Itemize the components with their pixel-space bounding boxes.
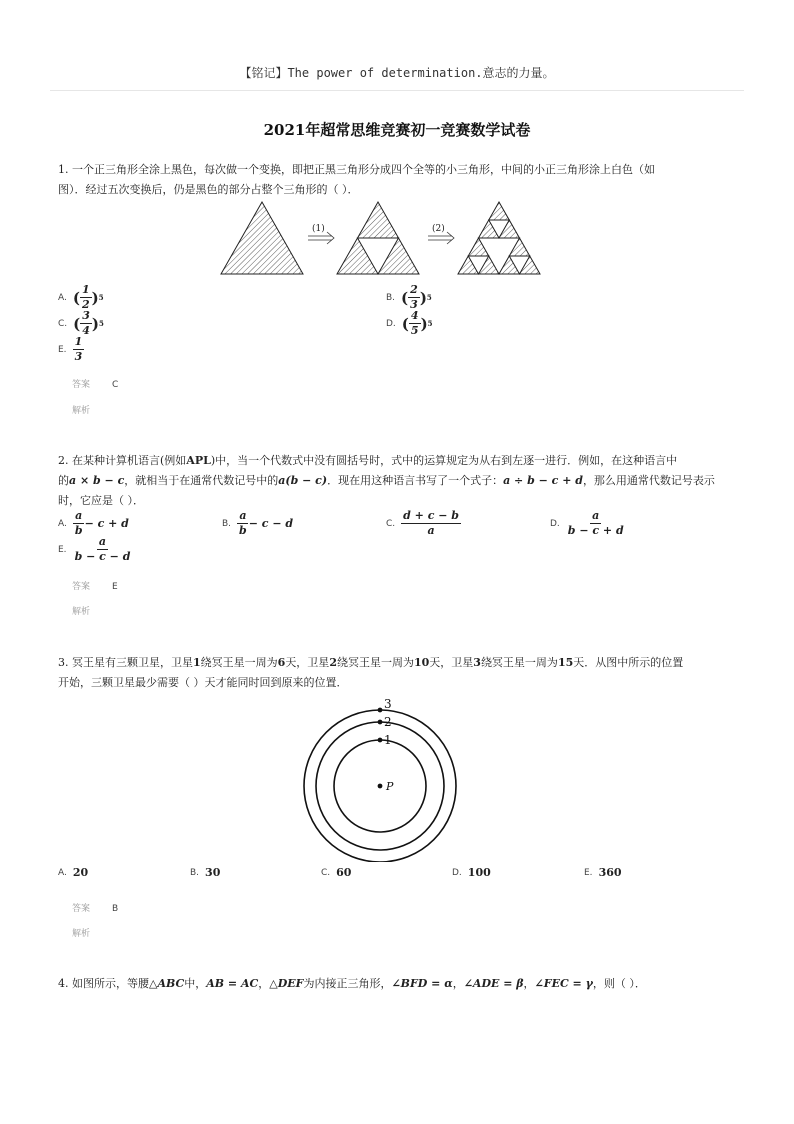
q1-triangle-stage1	[337, 202, 419, 274]
q1-text-line1: 1. 一个正三角形全涂上黑色，每次做一个变换，即把正黑三角形分成四个全等的小三角形，中间的小正三角形涂上白色（如	[58, 163, 655, 176]
q3-satellite-1	[378, 738, 383, 743]
q2-option-c[interactable]: C. $\frac{d + c - b}{a}$	[386, 509, 459, 537]
q4-text-line1: 4. 如图所示，等腰△ABC中，AB = AC，△DEF为内接正三角形，∠BFD = α，∠ADE = β，∠FEC = γ，则（ ）．	[58, 977, 646, 990]
q3-option-d[interactable]: D. 100	[452, 866, 491, 879]
q2-answer-value: E	[112, 582, 118, 592]
q3-analysis-label: 解析	[72, 929, 91, 939]
q1-step-label-1: (1)	[312, 224, 325, 234]
q1-option-d[interactable]: D. ( $\frac{4}{5}$ ) 5	[386, 309, 433, 337]
page-title: 2021年超常思维竞赛初一竞赛数学试卷	[263, 121, 531, 139]
q3-center-label: P	[386, 780, 394, 793]
q2-answer: 答案 E	[72, 582, 118, 592]
q1-step-label-2: (2)	[432, 224, 445, 234]
q3-orbit-figure	[298, 692, 478, 862]
page-motto: 【铭记】The power of determination.意志的力量。	[239, 66, 555, 80]
q2-text-line2: 的a × b − c，就相当于在通常代数记号中的a(b − c)．现在用这种语言书写了一个式子：a ÷ b − c + d，那么用通常代数记号表示	[58, 474, 715, 487]
q2-option-e[interactable]: E. $\frac{a}{b - c - d}$	[58, 535, 131, 563]
q2-analysis-label: 解析	[72, 607, 91, 617]
q1-option-c[interactable]: C. ( $\frac{3}{4}$ ) 5	[58, 309, 104, 337]
q3-satellite-label-3: 3	[384, 697, 392, 711]
q3-option-c[interactable]: C. 60	[321, 866, 352, 879]
q3-text-line1: 3. 冥王星有三颗卫星，卫星1绕冥王星一周为6天，卫星2绕冥王星一周为10天，卫星3绕冥王星一周为15天．从图中所示的位置	[58, 656, 684, 669]
q3-satellite-2	[378, 720, 383, 725]
q1-answer: 答案 C	[72, 380, 119, 390]
q1-analysis-label: 解析	[72, 406, 91, 416]
q1-option-e[interactable]: E. $\frac{1}{3}$	[58, 335, 83, 363]
q1-answer-value: C	[112, 380, 119, 390]
q3-satellite-3	[378, 708, 383, 713]
q1-sierpinski-figure	[210, 198, 550, 278]
q1-text-line2: 图）．经过五次变换后，仍是黑色的部分占整个三角形的（ ）．	[58, 183, 359, 196]
q3-answer: 答案 B	[72, 904, 119, 914]
q2-option-b[interactable]: B. $\frac{a}{b}$ − c − d	[222, 509, 294, 537]
q1-triangle-stage2	[458, 202, 540, 274]
q1-option-a[interactable]: A. ( $\frac{1}{2}$ ) 5	[58, 283, 104, 311]
q3-answer-value: B	[112, 904, 119, 914]
q3-option-a[interactable]: A. 20	[58, 866, 89, 879]
q2-text-line1: 2. 在某种计算机语言(例如APL)中，当一个代数式中没有圆括号时，式中的运算规定为从右到左逐一进行．例如，在这种语言中	[58, 454, 678, 467]
q2-option-d[interactable]: D. $\frac{a}{b - c + d}$	[550, 509, 624, 537]
q3-satellite-label-1: 1	[384, 733, 392, 747]
q1-option-b[interactable]: B. ( $\frac{2}{3}$ ) 5	[386, 283, 432, 311]
q3-option-e[interactable]: E. 360	[584, 866, 622, 879]
q1-triangle-stage0	[221, 202, 303, 274]
q3-text-line2: 开始，三颗卫星最少需要（ ）天才能同时回到原来的位置．	[58, 676, 348, 689]
q3-center-point	[378, 784, 383, 789]
q2-option-a[interactable]: A. $\frac{a}{b}$ − c + d	[58, 509, 129, 537]
q3-satellite-label-2: 2	[384, 715, 392, 729]
q3-option-b[interactable]: B. 30	[190, 866, 221, 879]
q2-text-line3: 时，它应是（ ）．	[58, 494, 144, 507]
header-divider	[50, 90, 744, 91]
